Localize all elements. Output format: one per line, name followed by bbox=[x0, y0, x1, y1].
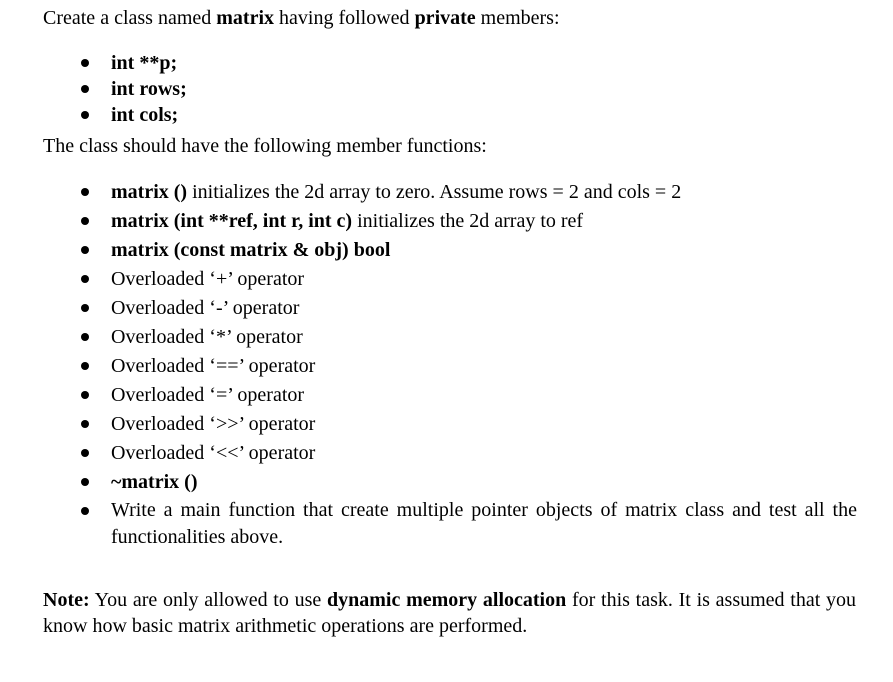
note-paragraph bbox=[43, 587, 856, 639]
intro-class-name: matrix bbox=[216, 7, 275, 29]
member-item bbox=[111, 77, 187, 101]
bullet-icon bbox=[81, 333, 89, 341]
note-label: Note: bbox=[43, 589, 90, 611]
function-item: Overloaded ‘=’ operator bbox=[111, 384, 305, 406]
intro-line bbox=[43, 6, 560, 30]
bullet-icon bbox=[81, 59, 89, 67]
bullet-icon bbox=[81, 217, 89, 225]
function-item bbox=[111, 470, 197, 494]
intro-private-word: private bbox=[414, 7, 476, 29]
function-item: Overloaded ‘==’ operator bbox=[111, 355, 316, 377]
bullet-icon bbox=[81, 111, 89, 119]
function-item bbox=[111, 209, 583, 233]
bullet-icon bbox=[81, 507, 89, 515]
bullet-icon bbox=[81, 391, 89, 399]
note-text-2: for this task. It is assumed that you know how basic matrix arithmetic operations are performed. bbox=[43, 589, 857, 637]
bullet-icon bbox=[81, 478, 89, 486]
note-bold-phrase: dynamic memory allocation bbox=[327, 589, 567, 611]
function-param-constructor: matrix (int **ref, int r, int c) bbox=[111, 210, 353, 232]
member-rows: int rows; bbox=[111, 78, 187, 100]
function-destructor: ~matrix () bbox=[111, 471, 198, 493]
intro-prefix: Create a class named bbox=[43, 7, 217, 29]
function-default-constructor-desc: initializes the 2d array to zero. Assume rows = 2 and cols = 2 bbox=[187, 181, 682, 203]
bullet-icon bbox=[81, 362, 89, 370]
bullet-icon bbox=[81, 449, 89, 457]
bullet-icon bbox=[81, 304, 89, 312]
bullet-icon bbox=[81, 246, 89, 254]
function-item: Overloaded ‘+’ operator bbox=[111, 268, 305, 290]
intro-suffix: members: bbox=[475, 7, 560, 29]
member-item bbox=[111, 51, 177, 75]
function-item bbox=[111, 180, 681, 204]
intro-middle: having followed bbox=[274, 7, 415, 29]
bullet-icon bbox=[81, 420, 89, 428]
function-default-constructor: matrix () bbox=[111, 181, 188, 203]
function-item: Overloaded ‘<<’ operator bbox=[111, 442, 316, 464]
function-item-main: Write a main function that create multiple pointer objects of matrix class and test all the functionalities above. bbox=[111, 499, 857, 548]
function-item: Overloaded ‘>>’ operator bbox=[111, 413, 316, 435]
function-item bbox=[111, 238, 390, 262]
bullet-icon bbox=[81, 188, 89, 196]
member-cols: int cols; bbox=[111, 104, 179, 126]
note-text-1: You are only allowed to use bbox=[89, 589, 328, 611]
function-copy-constructor: matrix (const matrix & obj) bool bbox=[111, 239, 391, 261]
function-item: Overloaded ‘*’ operator bbox=[111, 326, 303, 348]
bullet-icon bbox=[81, 85, 89, 93]
function-param-constructor-desc: initializes the 2d array to ref bbox=[352, 210, 584, 232]
functions-heading: The class should have the following member functions: bbox=[43, 135, 487, 157]
member-item bbox=[111, 103, 178, 127]
member-p: int **p; bbox=[111, 52, 178, 74]
bullet-icon bbox=[81, 275, 89, 283]
function-item: Overloaded ‘-’ operator bbox=[111, 297, 300, 319]
